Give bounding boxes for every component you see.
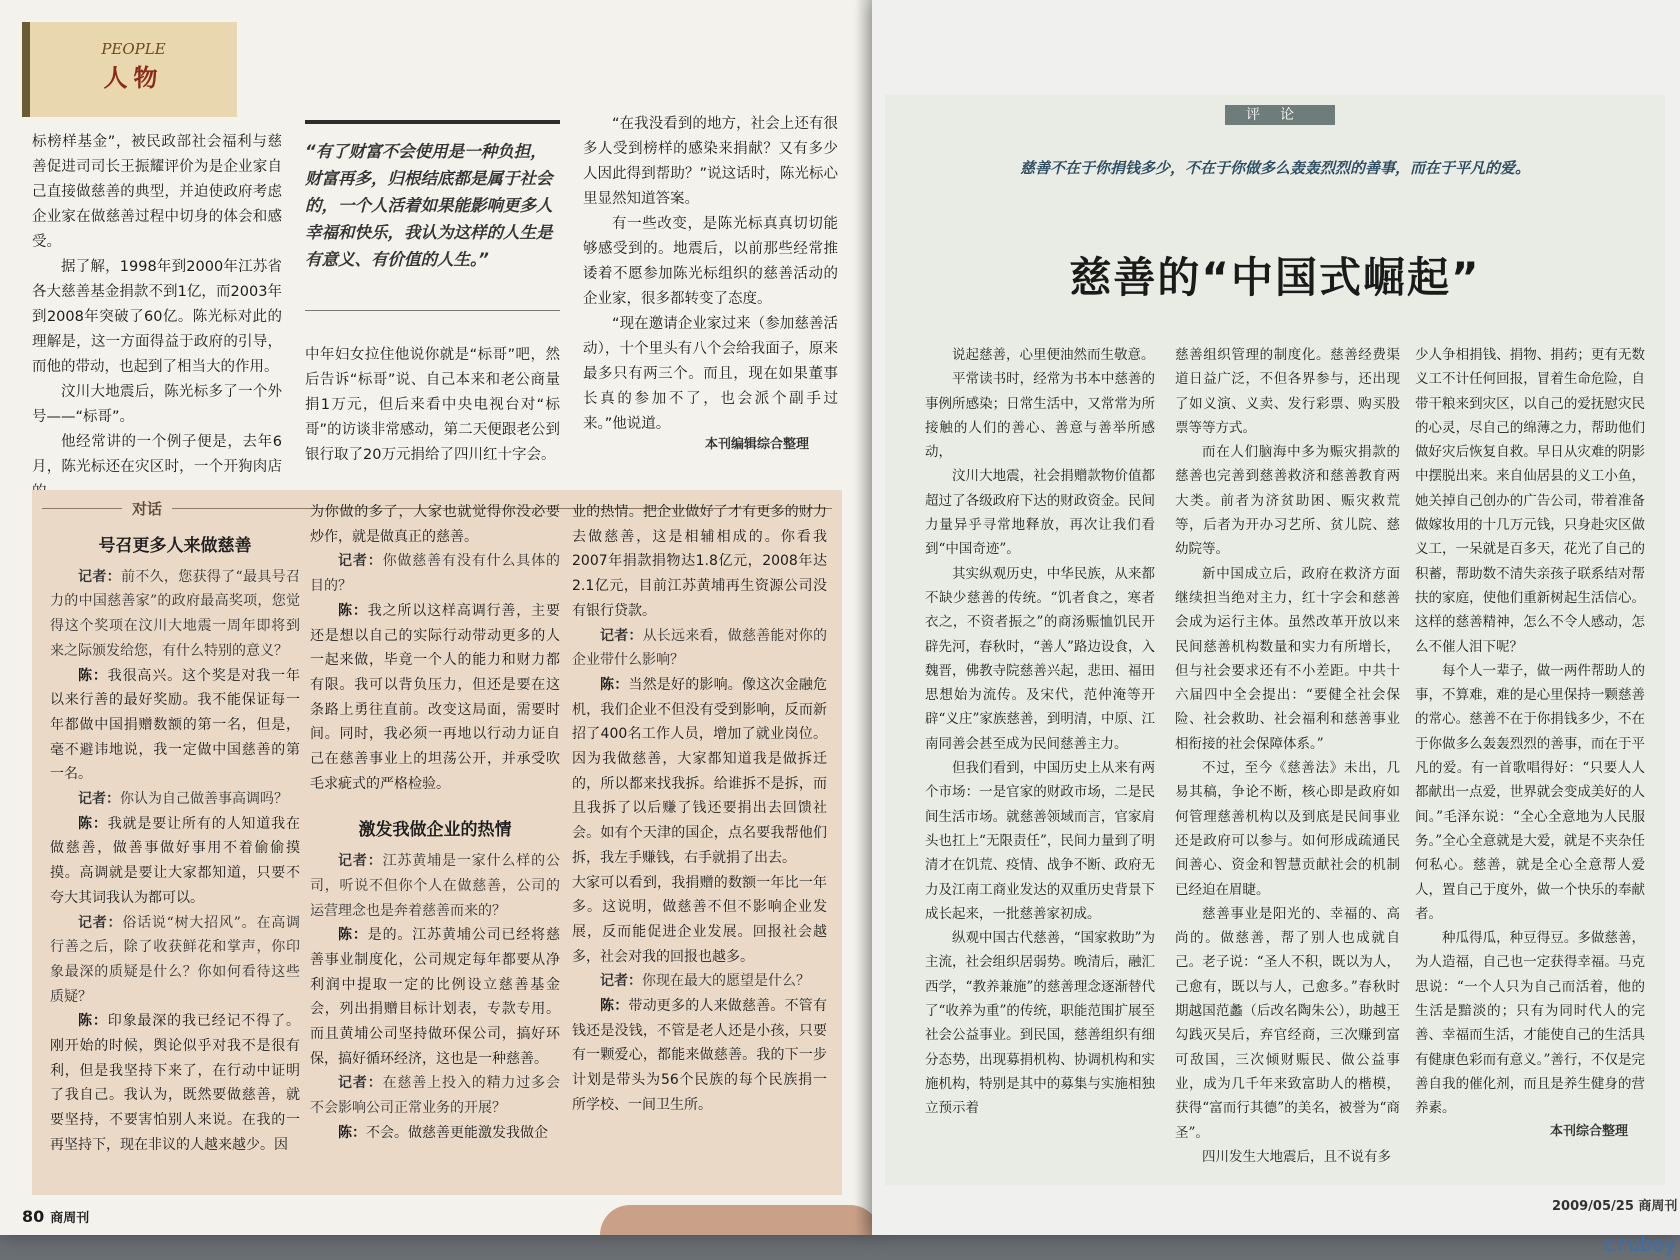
reporter-question — [310, 549, 560, 598]
paragraph: 有一些改变，是陈光标真真切切能够感受到的。地震后，以前那些经常推诿着不愿参加陈光标组织的慈善活动的企业家，很多都转变了态度。 — [583, 216, 838, 307]
speaker-label: 陈： — [338, 927, 368, 944]
section-label — [22, 22, 237, 117]
editor-credit: 本刊编辑综合整理 — [705, 437, 810, 452]
pull-quote: “有了财富不会使用是一种负担，财富再多，归根结底都是属于社会的，一个人活着如果能影响更多人幸福和快乐，我认为这样的人生是有意义、有价值的人生。” — [305, 120, 560, 273]
dialog-text: 我之所以这样高调行善，主要还是想以自己的实际行动带动更多的人一起来做，毕竟一个人的能力和财力都有限。我可以背负压力，但还是要在这条路上勇往直前。改变这局面，需要时间。同时，我必须一再地以行动力证自己在慈善事业上的坦荡公开，并承受吹毛求疵式的严格检验。 — [310, 602, 561, 792]
dialog-text: 是的。江苏黄埔公司已经将慈善事业制度化，公司规定每年都要从净利润中提取一定的比例设立慈善基金会，列出捐赠目标计划表，专款专用。而且黄埔公司坚持做环保公司，搞好环保，搞好循环经济，这也是一种慈善。 — [310, 927, 561, 1067]
speaker-label: 记者： — [78, 791, 120, 808]
magazine-name: 商周刊 — [1638, 1199, 1678, 1214]
speaker-label: 陈： — [338, 1124, 366, 1141]
dialog-title: 对话 — [122, 498, 172, 519]
dialog-col3-body — [572, 500, 827, 1118]
speaker-label: 陈： — [78, 1013, 108, 1030]
article-column-3 — [583, 112, 838, 437]
speaker-label: 记者： — [600, 973, 642, 990]
dialog-text: 印象最深的我已经记不得了。刚开始的时候，舆论似乎对我不是很有利，但是我坚持下来了，在行动中证明了我自己。我认为，既然要做慈善，就要坚持，不要害怕别人来说。在我的一再坚持下，现在非议的人越来越少。因 — [50, 1013, 301, 1153]
section-label-cn: 人物 — [103, 63, 164, 92]
commentary-panel — [885, 95, 1665, 1185]
issue-date-line — [1552, 1195, 1677, 1214]
quote-rule — [305, 310, 560, 311]
dialog-text: 从长远来看，做慈善能对你的企业带什么影响？ — [572, 627, 828, 669]
paragraph: 四川发生大地震后，且不说有多 — [1202, 1148, 1391, 1165]
reporter-question — [50, 787, 300, 812]
page-folio — [22, 1207, 89, 1226]
dialog-text: 我很高兴。这个奖是对我一年以来行善的最好奖励。我不能保证每一年都做中国捐赠数额的第一名，但是，毫不避讳地说，我一定做中国慈善的第一名。 — [50, 667, 301, 783]
paragraph: 汶川大地震，社会捐赠款物价值都超过了各级政府下达的财政资金。民间力量异乎寻常地释放，再次让我们看到“中国奇迹”。 — [925, 468, 1155, 558]
reporter-question — [50, 565, 300, 664]
paragraph: 标榜样基金”，被民政部社会福利与慈善促进司司长王振耀评价为是企业家自己直接做慈善的典型，并迫使政府考虑企业家在做慈善过程中切身的体会和感受。 — [32, 134, 282, 250]
right-page — [872, 0, 1680, 1235]
speaker-label: 陈： — [78, 667, 108, 684]
commentary-column-1 — [925, 343, 1155, 1121]
dialog-text: 带动更多的人来做慈善。不管有钱还是没钱，不管是老人还是小孩，只要有一颗爱心，都能来做慈善。我的下一步计划是带头为56个民族的每个民族捐一所学校、一间卫生所。 — [572, 998, 828, 1113]
page-number: 80 — [22, 1207, 45, 1226]
dialog-text: 你认为自己做善事高调吗？ — [120, 791, 288, 808]
paragraph: 慈善组织管理的制度化。慈善经费渠道日益广泛，不但各界参与，还出现了如义演、义卖、发行彩票、购买股票等等方式。 — [1175, 347, 1400, 436]
dialog-column-3 — [572, 500, 827, 1118]
paragraph: 其实纵观历史，中华民族，从来都不缺少慈善的传统。“饥者食之，寒者衣之，不资者振之”的商汤赈恤饥民开辟先河，春秋时，“善人”路边设食，入魏晋，佛教寺院慈善兴起，悲田、福田思想始为流传。及宋代，范仲淹等开辟“义庄”家族慈善，到明清，中原、江南同善会甚至成为民间慈善主力。 — [925, 565, 1155, 752]
dialog-text: 江苏黄埔是一家什么样的公司，听说不但你个人在做慈善，公司的运营理念也是奔着慈善而来的？ — [310, 853, 561, 919]
dialog-column-1 — [50, 530, 300, 1158]
paragraph: 种瓜得瓜，种豆得豆。多做慈善，为人造福，自己也一定获得幸福。马克思说：“一个人只为自己而活着，他的生活是黯淡的；只有为同时代人的完善、幸福而生活，才能使自己的生活具有健康色彩而有意义。”善行，不仅是完善自我的催化剂，而且是养生健身的营养素。 — [1415, 930, 1645, 1117]
article-column-1 — [32, 130, 282, 505]
paragraph: 不过，至今《慈善法》未出，几易其稿，争论不断，核心即是政府如何管理慈善机构以及到底是民间事业还是政府可以参与。如何形成疏通民间善心、资金和智慧贡献社会的机制已经迫在眉睫。 — [1175, 760, 1400, 898]
interviewee-answer — [310, 1121, 560, 1146]
dialog-col2-body — [310, 500, 560, 796]
paragraph: 汶川大地震后，陈光标多了一个外号——“标哥”。 — [32, 384, 282, 425]
speaker-label: 记者： — [338, 553, 383, 570]
article-headline: 慈善的“中国式崛起” — [1069, 253, 1481, 302]
dialog-heading-2: 激发我做企业的热情 — [358, 820, 512, 841]
commentary-tag: 评论 — [1225, 105, 1335, 125]
dialog-heading-1: 号召更多人来做慈善 — [98, 536, 252, 556]
reporter-question — [310, 1071, 560, 1120]
reporter-question — [50, 911, 300, 1010]
paragraph: 说起慈善，心里便油然而生敬意。 — [952, 347, 1155, 363]
article-column-2 — [305, 343, 560, 468]
paragraph: 但我们看到，中国历史上从来有两个市场：一是官家的财政市场，二是民间生活市场。就慈善领域而言，官家肩头也扛上“无限责任”，民间力量到了明清才在饥荒、疫情、战争不断、政府无力及江南工商业发达的双重历史背景下成长起来，一批慈善家初成。 — [925, 760, 1155, 922]
issue-date: 2009/05/25 — [1552, 1199, 1634, 1214]
interviewee-answer — [50, 664, 300, 788]
dialog-col1-body — [50, 565, 300, 1158]
speaker-label: 陈： — [600, 998, 629, 1015]
paragraph: 中年妇女拉住他说你就是“标哥”吧，然后告诉“标哥”说、自己本来和老公商量捐1万元，但后来看中央电视台对“标哥”的访谈非常感动，第二天便跟老公到银行取了20万元捐给了四川红十字会。 — [305, 347, 560, 463]
speaker-label: 记者： — [338, 853, 383, 870]
paragraph: 而在人们脑海中多为赈灾捐款的慈善也完善到慈善救济和慈善教育两大类。前者为济贫助困、赈灾救荒等，后者为开办习艺所、贫儿院、慈幼院等。 — [1175, 444, 1400, 558]
dialog-text: 为你做的多了，人家也就觉得你没必要炒作，就是做真正的慈善。 — [310, 504, 560, 545]
paragraph: “现在邀请企业家过来（参加慈善活动），十个里头有八个会给我面子，原来最多只有两三个。而且，现在如果董事长真的参加不了，也会派个副手过来。”他说道。 — [583, 316, 838, 432]
speaker-label: 记者： — [338, 1075, 383, 1092]
dialog-text: 前不久，您获得了“最具号召力的中国慈善家”的政府最高奖项，您觉得这个奖项在汶川大地震一周年即将到来之际颁发给您，有什么特别的意义？ — [50, 568, 300, 659]
dialog-continuation — [572, 500, 827, 624]
dialog-text: 当然是好的影响。像这次金融危机，我们企业不但没有受到影响，反而新招了400名工作人员，增加了就业岗位。因为我做慈善，大家都知道我是做拆迁的，所以都来找我拆。给谁拆不是拆，而且我拆了以后赚了钱还要捐出去回馈社会。如有个天津的国企，点名要我帮他们拆，我左手赚钱，右手就捐了出去。 — [572, 676, 828, 866]
paragraph: 据了解，1998年到2000年江苏省各大慈善基金捐款不到1亿，而2003年到2008年突破了60亿。陈光标对此的理解是，这一方面得益于政府的引导，而他的带动，也起到了相当大的作用。 — [32, 259, 282, 375]
dialog-text: 我就是要让所有的人知道我在做慈善，做善事做好事用不着偷偷摸摸。高调就是要让大家都知道，只要不夸大其词我认为都可以。 — [50, 815, 301, 906]
commentary-column-2 — [1175, 343, 1400, 1169]
paragraph: “在我没看到的地方，社会上还有很多人受到榜样的感染来捐献？又有多少人因此得到帮助？”说这话时，陈光标心里显然知道答案。 — [583, 116, 838, 207]
commentary-column-3 — [1415, 343, 1645, 1121]
paragraph: 新中国成立后，政府在救济方面继续担当绝对主力，红十字会和慈善会成为运行主体。虽然改革开放以来民间慈善机构数量和实力有所增长，但与社会要求还有不小差距。中共十六届四中全会提出：“要健全社会保险、社会救助、社会福利和慈善事业相衔接的社会保障体系。” — [1175, 565, 1400, 752]
speaker-label: 陈： — [338, 602, 368, 619]
magazine-name: 商周刊 — [50, 1211, 90, 1226]
paragraph: 平常读书时，经常为书本中慈善的事例所感染；日常生活中，又常常为所接触的人们的善心、善意与善举所感动， — [925, 371, 1155, 461]
watermark-logo: cruboy — [1603, 1232, 1677, 1256]
interviewee-answer — [572, 673, 827, 871]
paragraph: 纵观中国古代慈善，“国家救助”为主流，社会组织居弱势。晚清后，融汇西学，“教养兼施”的慈善理念逐渐替代了“收养为重”的传统，职能范围扩展至社会公益事业。到民国，慈善组织有细分态势，出现募捐机构、协调机构和实施机构，特别是其中的募集与实施相独立预示着 — [925, 930, 1155, 1117]
paragraph: 每个人一辈子，做一两件帮助人的事，不算难，难的是心里保持一颗慈善的常心。慈善不在于你捐钱多少，不在于你做多么轰轰烈烈的善事，而在于平凡的爱。有一首歌唱得好：“只要人人都献出一点爱，世界就会变成美好的人间。”毛泽东说：“全心全意地为人民服务。”全心全意就是大爱，就是不夹杂任何私心。慈善，就是全心全意帮人爱人，置自己于度外，做一个快乐的奉献者。 — [1415, 662, 1645, 922]
speaker-label: 陈： — [600, 676, 629, 693]
dialog-col2b-body — [310, 849, 560, 1145]
reporter-question — [572, 624, 827, 673]
dialog-box — [32, 490, 842, 1195]
dialog-text: 你现在最大的愿望是什么？ — [642, 973, 810, 990]
article-subtitle: 慈善不在于你捐钱多少，不在于你做多么轰轰烈烈的善事，而在于平凡的爱。 — [1019, 159, 1530, 177]
dialog-continuation — [310, 500, 560, 549]
dialog-text: 不会。做慈善更能激发我做企 — [366, 1124, 548, 1141]
interviewee-answer — [572, 994, 827, 1118]
commentary-credit: 本刊综合整理 — [1550, 1124, 1629, 1139]
dialog-text: 在慈善上投入的精力过多会不会影响公司正常业务的开展？ — [310, 1075, 561, 1117]
speaker-label: 陈： — [78, 815, 108, 832]
dialog-text: 你做慈善有没有什么具体的目的？ — [310, 553, 561, 595]
interviewee-answer — [50, 812, 300, 911]
speaker-label: 记者： — [78, 568, 121, 585]
dialog-text: 大家可以看到，我捐赠的数额一年比一年多。这说明，做慈善不但不影响企业发展，反而能促进企业发展。回报社会越多，社会对我的回报也越多。 — [572, 874, 827, 965]
dialog-text: 业的热情。把企业做好了才有更多的财力去做慈善，这是相辅相成的。你看我2007年捐款捐物达1.8亿元，2008年达2.1亿元，目前江苏黄埔再生资源公司没有银行贷款。 — [572, 504, 827, 619]
interviewee-answer — [310, 599, 560, 797]
paragraph: 少人争相捐钱、捐物、捐药；更有无数义工不计任何回报，冒着生命危险，自带干粮来到灾区，以自己的爱抚慰灾民的心灵，尽自己的绵薄之力，帮助他们做好灾后恢复自救。早日从灾难的阴影中摆脱出来。来自仙居县的义工小鱼，她关掉自己创办的广告公司，带着准备做嫁妆用的十几万元钱，只身赴灾区做义工，一呆就是百多天，花光了自己的积蓄，帮助数不清失亲孩子联系结对帮扶的家庭，使他们重新树起生活信心。这样的慈善精神，怎么不令人感动，怎么不催人泪下呢？ — [1415, 347, 1645, 655]
interviewee-answer — [50, 1009, 300, 1157]
interviewee-answer — [310, 923, 560, 1071]
paragraph: 他经常讲的一个例子便是，去年6月，陈光标还在灾区时，一个开狗肉店 — [32, 434, 282, 475]
reporter-question — [310, 849, 560, 923]
dialog-text: 俗话说“树大招风”。在高调行善之后，除了收获鲜花和掌声，你印象最深的质疑是什么？你如何看待这些质疑？ — [50, 914, 300, 1005]
speaker-label: 记者： — [78, 914, 123, 931]
paragraph: 慈善事业是阳光的、幸福的、高尚的。做慈善，帮了别人也成就自己。老子说：“圣人不积，既以为人，己愈有，既以与人，己愈多。”春秋时期越国范蠡（后改名陶朱公），助越王勾践灭吴后，弃官经商，三次赚到富可敌国，三次倾财赈民、做公益事业，成为几千年来致富助人的楷模，获得“富而行其德”的美名，被誉为“商圣”。 — [1175, 905, 1400, 1141]
speaker-label: 记者： — [600, 627, 643, 644]
dialog-column-2 — [310, 500, 560, 1146]
section-label-en: PEOPLE — [101, 40, 166, 58]
hand — [600, 1205, 875, 1235]
dialog-continuation — [572, 871, 827, 970]
reporter-question — [572, 969, 827, 994]
